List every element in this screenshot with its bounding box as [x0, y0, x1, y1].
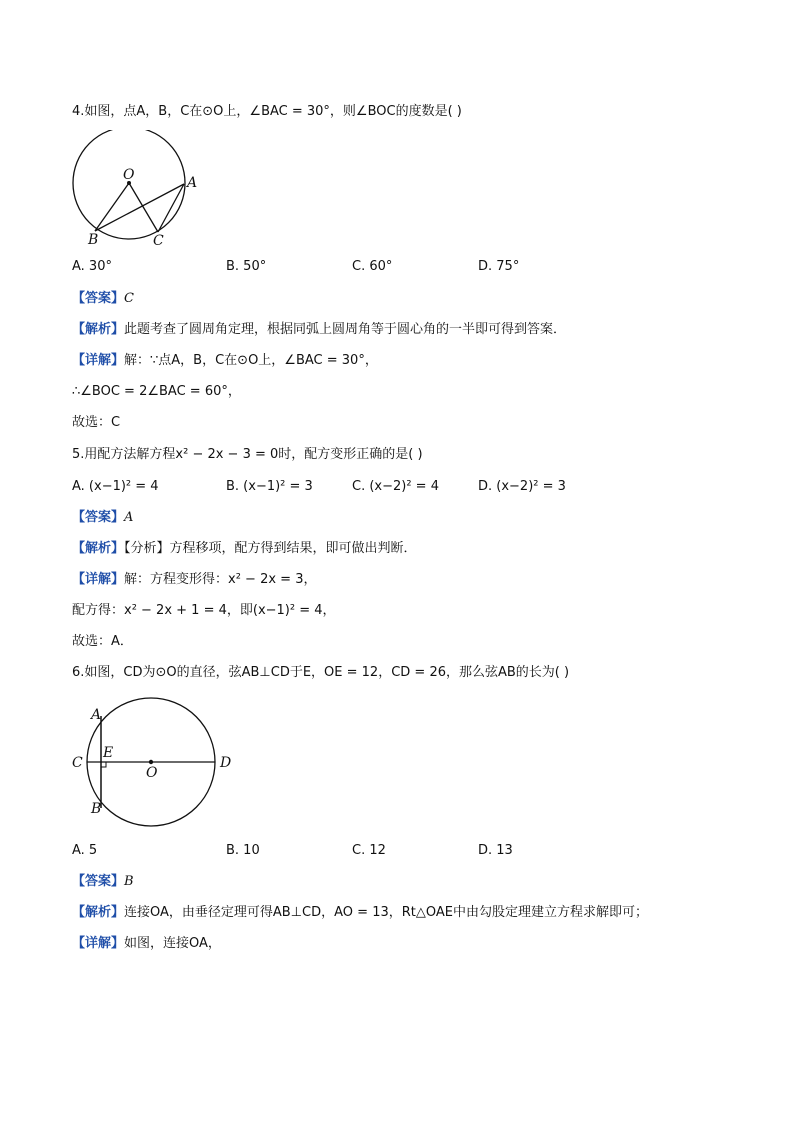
q4-label-B: B — [88, 232, 99, 245]
q6-option-c: C. 12 — [352, 843, 386, 858]
q4-option-b: B. 50° — [226, 259, 267, 274]
q4-segment-OB — [95, 183, 129, 231]
q6-analysis — [72, 904, 648, 922]
analysis-tag: 【解析】 — [72, 905, 125, 920]
q5-option-b: B. (x−1)² = 3 — [226, 479, 313, 494]
q4-analysis — [72, 321, 566, 339]
q6-detail-1 — [72, 935, 221, 953]
q6-center-point — [149, 760, 153, 764]
q4-answer-value: C — [124, 291, 134, 306]
q6-answer — [72, 873, 134, 891]
q6-label-D: D — [220, 755, 232, 771]
q4-detail-text: 解：∵点A，B，C在⊙O上，∠BAC = 30°， — [124, 353, 378, 368]
q5-answer — [72, 509, 133, 527]
q5-detail-3: 故选：A． — [72, 634, 133, 649]
detail-tag: 【详解】 — [72, 572, 125, 587]
q4-detail-2: ∴∠BOC = 2∠BAC = 60°， — [72, 384, 241, 399]
q6-label-B: B — [91, 801, 102, 817]
q6-label-A: A — [91, 707, 102, 723]
q6-detail-text: 如图，连接OA， — [124, 936, 221, 951]
q4-label-A: A — [187, 175, 198, 191]
q6-answer-value: B — [124, 874, 134, 889]
q4-analysis-text: 此题考查了圆周角定理，根据同弧上圆周角等于圆心角的一半即可得到答案． — [124, 322, 567, 337]
q6-option-b: B. 10 — [226, 843, 260, 858]
q4-detail-3: 故选：C — [72, 415, 121, 430]
q6-stem: 6.如图，CD为⊙O的直径，弦AB⊥CD于E，OE = 12，CD = 26，那么弦AB的长为( ) — [72, 665, 570, 680]
q4-label-O: O — [123, 167, 135, 183]
q6-figure — [66, 695, 241, 835]
q6-label-C: C — [72, 755, 83, 771]
q4-option-a: A. 30° — [72, 259, 112, 274]
q5-option-c: C. (x−2)² = 4 — [352, 479, 439, 494]
q4-label-C: C — [153, 233, 164, 245]
answer-tag: 【答案】 — [72, 510, 125, 525]
q5-stem: 5.用配方法解方程x² − 2x − 3 = 0时，配方变形正确的是( ) — [72, 447, 423, 462]
q5-option-a: A. (x−1)² = 4 — [72, 479, 159, 494]
q4-answer — [72, 290, 134, 308]
q5-detail-1 — [72, 571, 316, 589]
detail-tag: 【详解】 — [72, 936, 125, 951]
analysis-tag: 【解析】 — [72, 322, 125, 337]
q6-option-a: A. 5 — [72, 843, 98, 858]
q6-label-E: E — [103, 745, 114, 761]
q4-option-c: C. 60° — [352, 259, 393, 274]
q4-segment-OC — [129, 183, 158, 232]
q5-answer-value: A — [124, 510, 134, 525]
q6-option-d: D. 13 — [478, 843, 513, 858]
q4-detail-1 — [72, 352, 378, 370]
q6-analysis-text: 连接OA，由垂径定理可得AB⊥CD，AO = 13，Rt△OAE中由勾股定理建立方程求解即可； — [124, 905, 648, 920]
q5-analysis-text: 【分析】方程移项，配方得到结果，即可做出判断． — [124, 541, 417, 556]
q6-label-O: O — [146, 765, 158, 781]
q4-figure — [66, 130, 216, 245]
q5-detail-2: 配方得：x² − 2x + 1 = 4，即(x−1)² = 4， — [72, 603, 336, 618]
q4-option-d: D. 75° — [478, 259, 520, 274]
answer-tag: 【答案】 — [72, 291, 125, 306]
detail-tag: 【详解】 — [72, 353, 125, 368]
answer-tag: 【答案】 — [72, 874, 125, 889]
q5-analysis — [72, 540, 417, 558]
analysis-tag: 【解析】 — [72, 541, 125, 556]
q4-stem: 4.如图，点A，B，C在⊙O上，∠BAC = 30°，则∠BOC的度数是( ) — [72, 104, 462, 119]
q5-detail-text: 解：方程变形得：x² − 2x = 3， — [124, 572, 317, 587]
q5-option-d: D. (x−2)² = 3 — [478, 479, 566, 494]
